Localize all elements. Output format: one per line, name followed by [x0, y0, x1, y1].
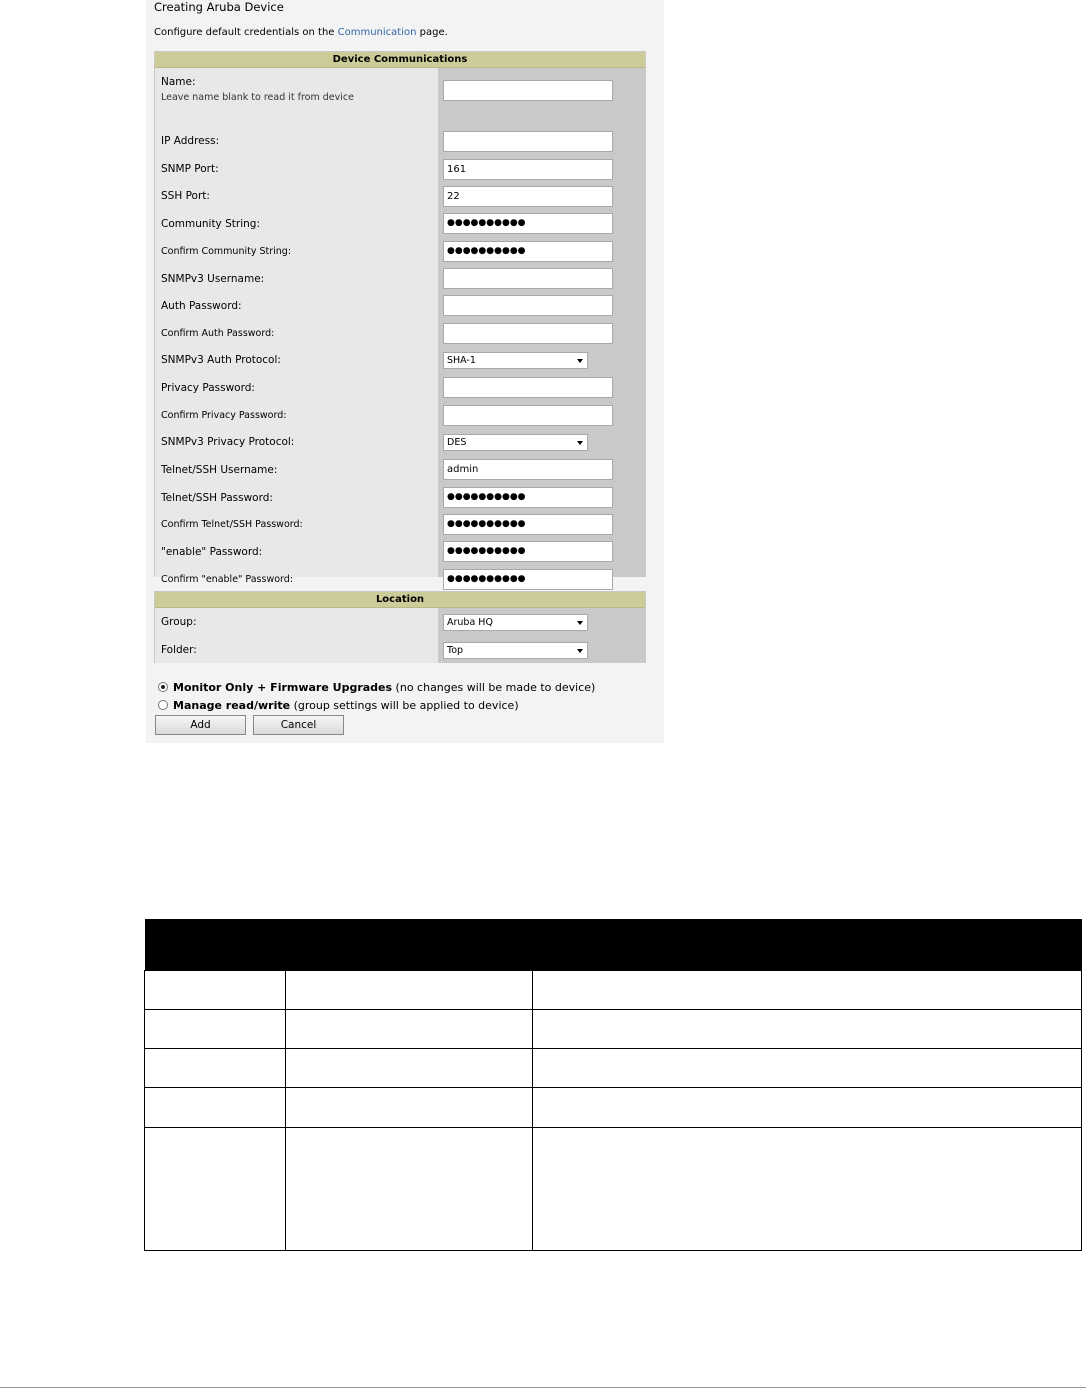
- table-cell: [533, 1010, 1082, 1049]
- chevron-down-icon: [577, 621, 583, 625]
- table-header-cell: [533, 919, 1082, 971]
- manage-read-write-radio[interactable]: [158, 700, 168, 710]
- ip-input[interactable]: [443, 131, 613, 152]
- table-header-cell: [286, 919, 533, 971]
- confirm-enable-password-input[interactable]: ●●●●●●●●●●: [443, 569, 613, 590]
- confirm-auth-password-input[interactable]: [443, 323, 613, 344]
- manage-read-write-note: (group settings will be applied to device): [290, 699, 519, 712]
- group-select[interactable]: [443, 614, 588, 631]
- privacy-password-label: Privacy Password:: [161, 382, 255, 394]
- intro-prefix: Configure default credentials on the: [154, 27, 338, 38]
- snmp-port-label: SNMP Port:: [161, 163, 219, 175]
- name-input[interactable]: [443, 80, 613, 101]
- confirm-community-input[interactable]: ●●●●●●●●●●: [443, 241, 613, 262]
- communication-link[interactable]: Communication: [337, 27, 417, 38]
- document-table: [144, 919, 1082, 1251]
- device-communications-section: [154, 51, 646, 585]
- table-header-row: [145, 919, 1082, 971]
- chevron-down-icon: [577, 649, 583, 653]
- folder-value: Top: [447, 645, 464, 656]
- intro-suffix: page.: [416, 27, 448, 38]
- monitor-only-option[interactable]: [158, 681, 595, 694]
- table-cell: [145, 1088, 286, 1127]
- name-label: Name:: [161, 76, 196, 88]
- telnet-username-label: Telnet/SSH Username:: [161, 464, 278, 476]
- location-section: [154, 591, 646, 663]
- privacy-protocol-value: DES: [447, 437, 467, 448]
- table-cell: [533, 971, 1082, 1010]
- snmpv3-username-input[interactable]: [443, 268, 613, 289]
- auth-password-label: Auth Password:: [161, 300, 242, 312]
- table-cell: [286, 1049, 533, 1088]
- confirm-privacy-password-input[interactable]: [443, 405, 613, 426]
- auth-protocol-select[interactable]: [443, 352, 588, 369]
- monitor-only-radio[interactable]: [158, 682, 168, 692]
- table-row: [145, 1088, 1082, 1127]
- page-title: Creating Aruba Device: [154, 0, 284, 14]
- manage-read-write-option[interactable]: [158, 699, 519, 712]
- enable-password-input[interactable]: ●●●●●●●●●●: [443, 541, 613, 562]
- table-cell: [533, 1049, 1082, 1088]
- table-cell: [145, 1010, 286, 1049]
- auth-protocol-label: SNMPv3 Auth Protocol:: [161, 354, 281, 366]
- telnet-username-input[interactable]: admin: [443, 459, 613, 480]
- telnet-password-input[interactable]: ●●●●●●●●●●: [443, 487, 613, 508]
- cancel-button[interactable]: Cancel: [253, 715, 344, 735]
- device-communications-header: Device Communications: [155, 52, 645, 68]
- add-button[interactable]: Add: [155, 715, 246, 735]
- group-label: Group:: [161, 616, 197, 628]
- intro-text: [154, 27, 448, 38]
- community-input[interactable]: ●●●●●●●●●●: [443, 213, 613, 234]
- location-header: Location: [155, 592, 645, 608]
- ssh-port-label: SSH Port:: [161, 190, 210, 202]
- auth-password-input[interactable]: [443, 295, 613, 316]
- table-cell: [286, 1127, 533, 1250]
- name-hint: Leave name blank to read it from device: [161, 92, 354, 103]
- snmpv3-username-label: SNMPv3 Username:: [161, 273, 265, 285]
- table-row: [145, 1127, 1082, 1250]
- confirm-privacy-password-label: Confirm Privacy Password:: [161, 410, 287, 421]
- telnet-password-label: Telnet/SSH Password:: [161, 492, 273, 504]
- group-value: Aruba HQ: [447, 617, 493, 628]
- community-label: Community String:: [161, 218, 260, 230]
- location-label-column: [155, 608, 438, 663]
- confirm-telnet-password-label: Confirm Telnet/SSH Password:: [161, 519, 303, 530]
- confirm-enable-password-label: Confirm "enable" Password:: [161, 574, 293, 585]
- manage-read-write-label: Manage read/write: [173, 699, 291, 712]
- auth-protocol-value: SHA-1: [447, 355, 476, 366]
- monitor-only-label: Monitor Only + Firmware Upgrades: [173, 681, 393, 694]
- confirm-telnet-password-input[interactable]: ●●●●●●●●●●: [443, 514, 613, 535]
- ssh-port-input[interactable]: 22: [443, 186, 613, 207]
- folder-label: Folder:: [161, 644, 197, 656]
- monitor-only-note: (no changes will be made to device): [392, 681, 596, 694]
- table-cell: [286, 1088, 533, 1127]
- privacy-protocol-label: SNMPv3 Privacy Protocol:: [161, 436, 295, 448]
- table-row: [145, 1010, 1082, 1049]
- table-cell: [286, 1010, 533, 1049]
- table-cell: [533, 1088, 1082, 1127]
- folder-select[interactable]: [443, 642, 588, 659]
- table-cell: [533, 1127, 1082, 1250]
- table-row: [145, 971, 1082, 1010]
- page-footer-rule: [0, 1387, 1086, 1388]
- enable-password-label: "enable" Password:: [161, 546, 263, 558]
- confirm-community-label: Confirm Community String:: [161, 246, 292, 257]
- chevron-down-icon: [577, 359, 583, 363]
- table-cell: [286, 971, 533, 1010]
- table-cell: [145, 1127, 286, 1250]
- table-row: [145, 1049, 1082, 1088]
- table-cell: [145, 1049, 286, 1088]
- privacy-password-input[interactable]: [443, 377, 613, 398]
- confirm-auth-password-label: Confirm Auth Password:: [161, 328, 275, 339]
- ip-label: IP Address:: [161, 135, 220, 147]
- table-cell: [145, 971, 286, 1010]
- snmp-port-input[interactable]: 161: [443, 159, 613, 180]
- table-header-cell: [145, 919, 286, 971]
- privacy-protocol-select[interactable]: [443, 434, 588, 451]
- chevron-down-icon: [577, 441, 583, 445]
